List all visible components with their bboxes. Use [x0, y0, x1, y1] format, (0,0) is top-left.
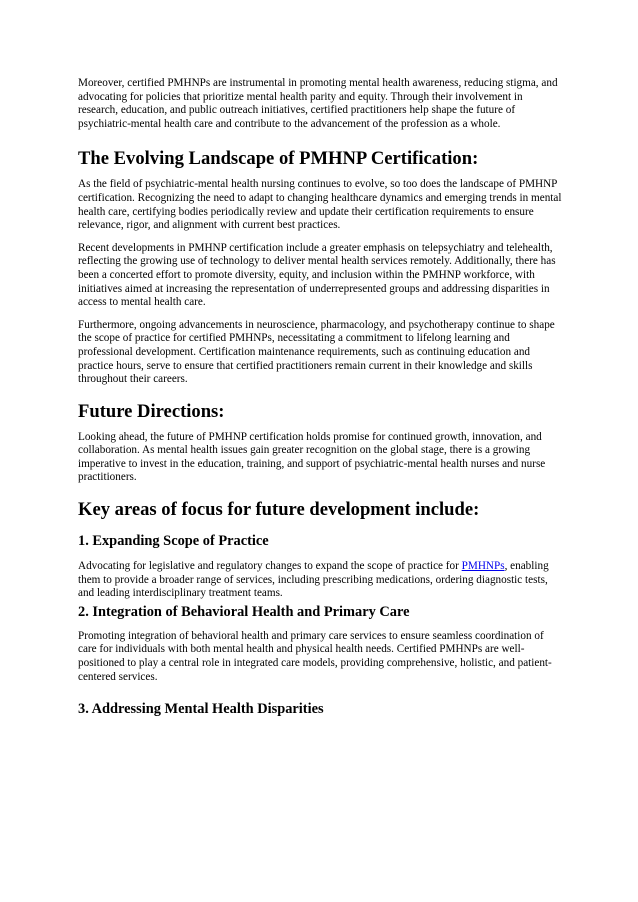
subheading-addressing-disparities: 3. Addressing Mental Health Disparities [78, 701, 324, 718]
scope-text-after-link: , enabling them to provide a broader range of services, including prescribing medications, ordering diagnostic tests, and leading interdisciplinary treatment teams. [78, 560, 549, 600]
subheading-integration-behavioral-health: 2. Integration of Behavioral Health and Primary Care [78, 603, 410, 620]
pmhnps-link[interactable]: PMHNPs [461, 560, 505, 573]
scope-text-before-link: Advocating for legislative and regulatory changes to expand the scope of practice for [78, 560, 462, 573]
landscape-paragraph-2: Recent developments in PMHNP certification include a greater emphasis on telepsychiatry and telehealth, reflecting the growing use of technology to deliver mental health services remotely. Additionally, there has been a concerted effort to promote diversity, equity, and inclusion within the PMHNP workforce, with initiatives aimed at increasing the representation of underrepresented groups and addressing disparities in access to mental health care. [78, 241, 556, 309]
landscape-paragraph-3: Furthermore, ongoing advancements in neuroscience, pharmacology, and psychotherapy continue to shape the scope of practice for certified PMHNPs, necessitating a commitment to lifelong learning and professional development. Certification maintenance requirements, such as continuing education and practice hours, serve to ensure that certified practitioners remain current in their knowledge and skills throughout their careers. [78, 318, 555, 386]
integration-paragraph: Promoting integration of behavioral health and primary care services to ensure seamless coordination of care for individuals with both mental health and physical health needs. Certified PMHNPs are well-positioned to play a central role in integrated care models, providing comprehensive, holistic, and patient-centered services. [78, 629, 552, 683]
intro-paragraph: Moreover, certified PMHNPs are instrumental in promoting mental health awareness, reducing stigma, and advocating for policies that prioritize mental health parity and equity. Through their involvement in research, education, and public outreach initiatives, certified practitioners help shape the future of psychiatric-mental health care and contribute to the advancement of the profession as a whole. [78, 77, 558, 130]
subheading-expanding-scope: 1. Expanding Scope of Practice [78, 533, 269, 550]
landscape-paragraph-1: As the field of psychiatric-mental health nursing continues to evolve, so too does the landscape of PMHNP certification. Recognizing the need to adapt to changing healthcare dynamics and emerging trends in mental health care, certifying bodies periodically review and update their certification requirements to ensure relevance, rigor, and alignment with current best practices. [78, 178, 562, 232]
document-page [78, 77, 562, 718]
section-heading-evolving-landscape: The Evolving Landscape of PMHNP Certification: [78, 148, 479, 170]
section-heading-key-areas: Key areas of focus for future development include: [78, 499, 480, 521]
future-directions-paragraph: Looking ahead, the future of PMHNP certification holds promise for continued growth, innovation, and collaboration. As mental health issues gain greater recognition on the global stage, there is a growing imperative to invest in the education, training, and support of psychiatric-mental health nurses and nurse practitioners. [78, 430, 546, 484]
section-heading-future-directions: Future Directions: [78, 400, 225, 422]
expanding-scope-paragraph [78, 560, 562, 601]
